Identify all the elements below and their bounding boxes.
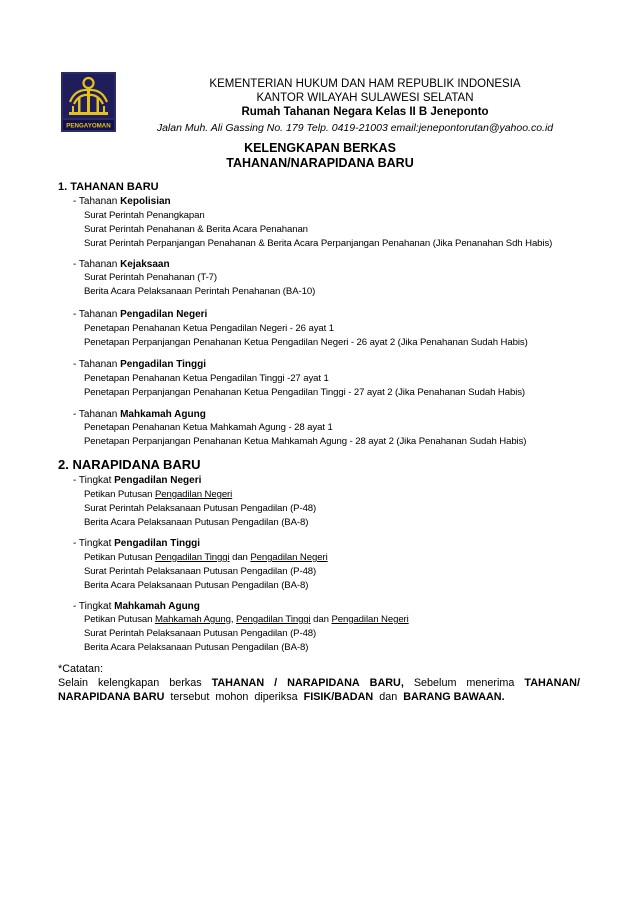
- note-text: dan: [373, 691, 404, 703]
- list-item: Berita Acara Pelaksanaan Putusan Pengadilan (BA-8): [84, 580, 309, 591]
- section-tahanan-baru-heading: 1. TAHANAN BARU: [58, 181, 159, 193]
- court-name: Pengadilan Negeri: [154, 489, 233, 500]
- subsection-tingkat-pengadilan-tinggi: [73, 538, 200, 549]
- subsection-prefix: - Tahanan: [73, 359, 121, 370]
- logo-text: PENGAYOMAN: [66, 122, 111, 130]
- list-item: Penetapan Perpanjangan Penahanan Ketua Pengadilan Negeri - 26 ayat 2 (Jika Penahanan Sudah Habis): [84, 337, 528, 348]
- subsection-kepolisian: [73, 196, 171, 207]
- list-item: Surat Perintah Penahanan & Berita Acara Penahanan: [84, 224, 308, 235]
- list-item: Penetapan Penahanan Ketua Mahkamah Agung - 28 ayat 1: [84, 422, 333, 433]
- note-word: NARAPIDANA: [287, 677, 360, 689]
- subsection-pengadilan-tinggi: [73, 359, 206, 370]
- subsection-prefix: - Tahanan: [73, 309, 121, 320]
- list-item: Surat Perintah Perpanjangan Penahanan & Berita Acara Perpanjangan Penahanan (Jika Penanahan Sdh Habis): [84, 238, 553, 249]
- list-item: Penetapan Perpanjangan Penahanan Ketua Pengadilan Tinggi - 27 ayat 2 (Jika Penahanan Sudah Habis): [84, 387, 526, 398]
- note-word: Selain: [58, 677, 89, 689]
- subsection-name: Pengadilan Tinggi: [120, 359, 207, 370]
- court-name: Pengadilan Tinggi: [236, 614, 311, 625]
- putusan-prefix: Petikan Putusan: [84, 552, 155, 563]
- note-line-1: [58, 677, 580, 689]
- list-item: Penetapan Penahanan Ketua Pengadilan Tinggi -27 ayat 1: [84, 373, 329, 384]
- subsection-prefix: - Tingkat: [73, 538, 115, 549]
- petikan-putusan-item: [84, 614, 409, 625]
- list-item: Surat Perintah Penahanan (T-7): [84, 272, 217, 283]
- subsection-name: Pengadilan Negeri: [114, 475, 202, 486]
- note-word: TAHANAN: [211, 677, 265, 689]
- list-item: Berita Acara Pelaksanaan Putusan Pengadilan (BA-8): [84, 642, 309, 653]
- list-item: Surat Perintah Pelaksanaan Putusan Pengadilan (P-48): [84, 566, 317, 577]
- putusan-prefix: Petikan Putusan: [84, 614, 155, 625]
- address-line: Jalan Muh. Ali Gassing No. 179 Telp. 0419-21003 email:jenepontorutan@yahoo.co.id: [156, 122, 554, 134]
- subsection-tingkat-pengadilan-negeri: [73, 475, 201, 486]
- subsection-prefix: - Tahanan: [73, 409, 121, 420]
- note-word: menerima: [466, 677, 515, 689]
- subsection-name: Kepolisian: [120, 196, 171, 207]
- subsection-name: Pengadilan Negeri: [120, 309, 208, 320]
- note-word: TAHANAN/: [524, 677, 580, 689]
- note-word: kelengkapan: [97, 677, 160, 689]
- subsection-kejaksaan: [73, 259, 170, 270]
- pengayoman-emblem-icon: [61, 72, 116, 132]
- subsection-prefix: - Tahanan: [73, 259, 121, 270]
- court-name: Pengadilan Negeri: [331, 614, 409, 625]
- page-title: KELENGKAPAN BERKAS: [244, 141, 396, 155]
- list-item: Surat Perintah Pelaksanaan Putusan Pengadilan (P-48): [84, 628, 317, 639]
- list-item: Surat Perintah Penangkapan: [84, 210, 205, 221]
- court-name: Pengadilan Tinggi: [154, 552, 230, 563]
- note-word: BARU,: [369, 677, 404, 689]
- subsection-name: Pengadilan Tinggi: [114, 538, 201, 549]
- note-emphasis: BARANG BAWAAN.: [403, 691, 505, 703]
- subsection-name: Mahkamah Agung: [114, 601, 200, 612]
- subsection-tingkat-mahkamah-agung: [73, 601, 200, 612]
- ministry-name: KEMENTERIAN HUKUM DAN HAM REPUBLIK INDONESIA: [209, 78, 521, 90]
- note-text: tersebut mohon diperiksa: [164, 691, 304, 703]
- note-word: Sebelum: [413, 677, 457, 689]
- note-word: /: [274, 677, 278, 689]
- subsection-prefix: - Tingkat: [73, 601, 115, 612]
- court-name: Pengadilan Negeri: [250, 552, 328, 563]
- pengayoman-logo: [61, 72, 116, 132]
- subsection-prefix: - Tahanan: [73, 196, 121, 207]
- subsection-pengadilan-negeri: [73, 309, 207, 320]
- list-item: Berita Acara Pelaksanaan Perintah Penahanan (BA-10): [84, 286, 316, 297]
- page-subtitle: TAHANAN/NARAPIDANA BARU: [226, 156, 414, 170]
- subsection-name: Kejaksaan: [120, 259, 170, 270]
- note-emphasis: FISIK/BADAN: [303, 691, 374, 703]
- note-emphasis: NARAPIDANA BARU: [58, 691, 165, 703]
- section-narapidana-baru-heading: 2. NARAPIDANA BARU: [58, 457, 201, 472]
- petikan-putusan-item: [84, 489, 232, 500]
- subsection-name: Mahkamah Agung: [120, 409, 206, 420]
- petikan-putusan-item: [84, 552, 328, 563]
- list-item: Penetapan Penahanan Ketua Pengadilan Negeri - 26 ayat 1: [84, 323, 334, 334]
- note-word: berkas: [169, 677, 202, 689]
- list-item: Penetapan Perpanjangan Penahanan Ketua Mahkamah Agung - 28 ayat 2 (Jika Penahanan Sudah Habis): [84, 436, 527, 447]
- separator: ,: [230, 614, 237, 625]
- conjunction: dan: [229, 552, 251, 563]
- putusan-prefix: Petikan Putusan: [84, 489, 155, 500]
- regional-office: KANTOR WILAYAH SULAWESI SELATAN: [256, 92, 474, 104]
- institution-name: Rumah Tahanan Negara Kelas II B Jeneponto: [241, 106, 489, 118]
- conjunction: dan: [310, 614, 332, 625]
- subsection-prefix: - Tingkat: [73, 475, 115, 486]
- court-name: Mahkamah Agung: [154, 614, 231, 625]
- list-item: Surat Perintah Pelaksanaan Putusan Pengadilan (P-48): [84, 503, 317, 514]
- subsection-mahkamah-agung: [73, 409, 206, 420]
- list-item: Berita Acara Pelaksanaan Putusan Pengadilan (BA-8): [84, 517, 309, 528]
- note-label: *Catatan:: [58, 663, 104, 675]
- note-line-2: [58, 691, 505, 703]
